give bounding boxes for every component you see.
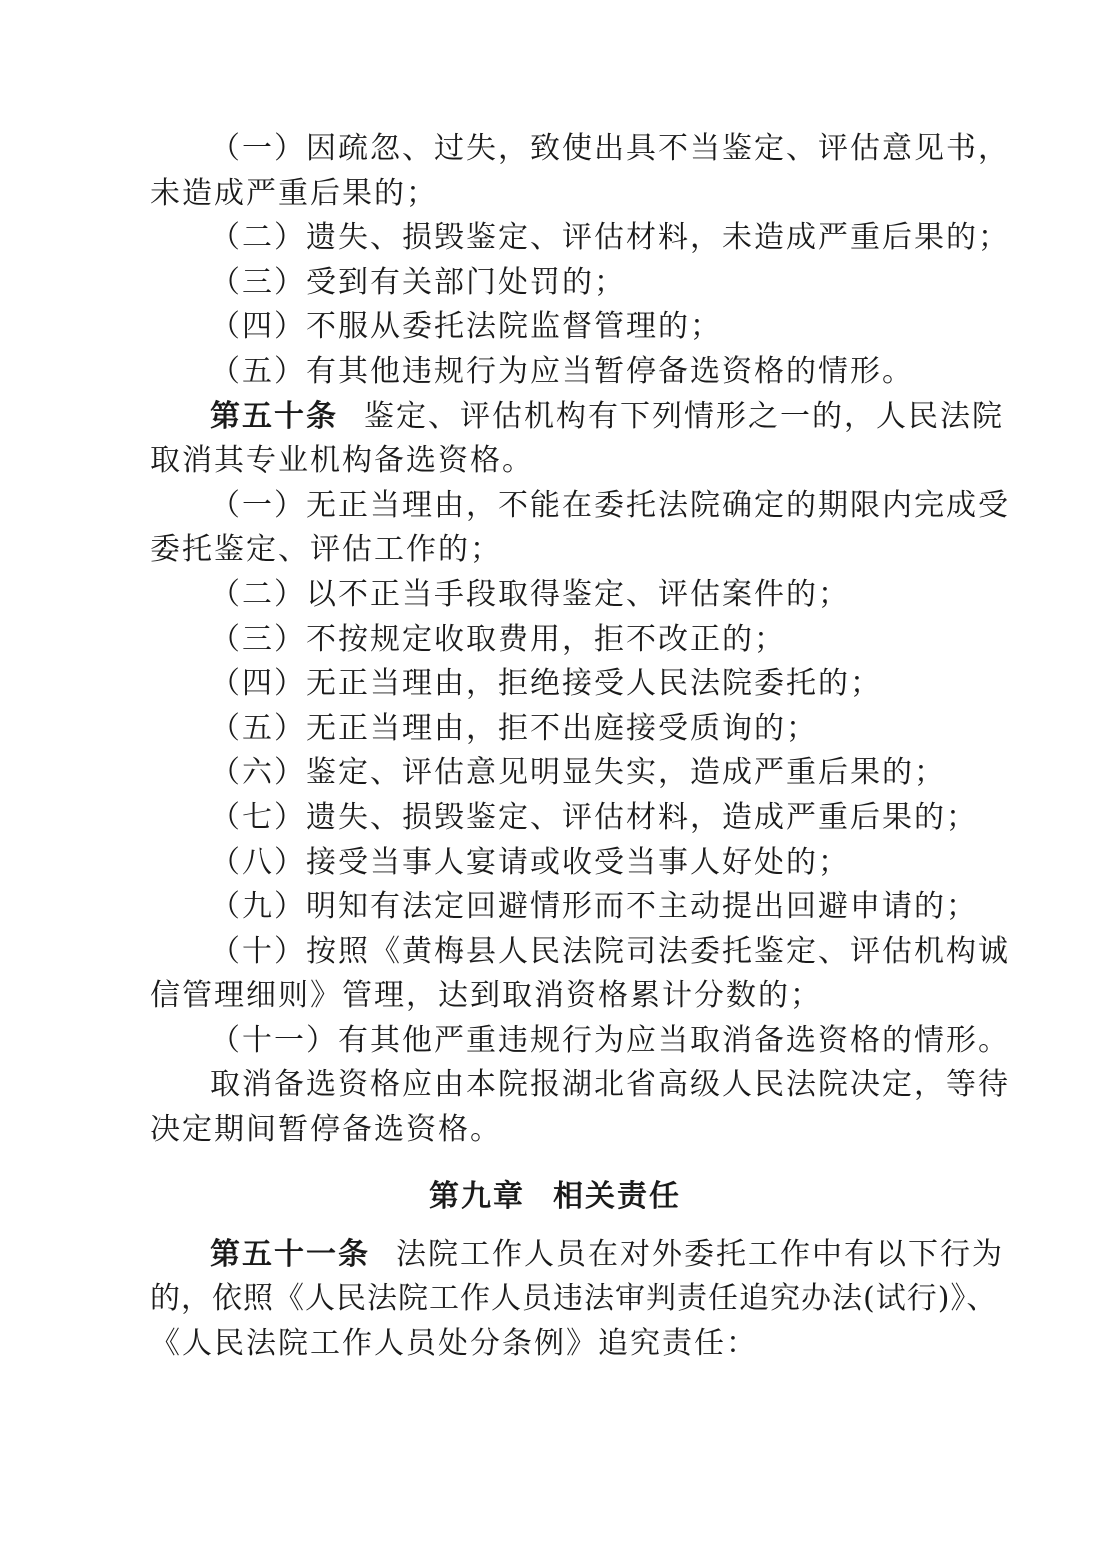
- chapter-title: 相关责任: [553, 1178, 681, 1214]
- list-item-continuation: 信管理细则》管理，达到取消资格累计分数的；: [150, 978, 822, 1014]
- list-item-continuation: 未造成严重后果的；: [150, 175, 438, 211]
- article-50-text: 鉴定、评估机构有下列情形之一的，人民法院: [364, 398, 1004, 434]
- article-51-heading: 第五十一条: [210, 1236, 370, 1272]
- article-51-intro: [150, 1233, 1004, 1278]
- sec50-item-4: （四）无正当理由，拒绝接受人民法院委托的；: [210, 666, 882, 702]
- sec49-item-3: （三）受到有关部门处罚的；: [210, 264, 626, 300]
- article-50-heading: 第五十条: [210, 398, 338, 434]
- article-50-text-continuation: 取消其专业机构备选资格。: [150, 443, 534, 479]
- chapter-number: 第九章: [429, 1178, 525, 1214]
- sec50-item-2: （二）以不正当手段取得鉴定、评估案件的；: [210, 576, 850, 612]
- sec50-item-7: （七）遗失、损毁鉴定、评估材料，造成严重后果的；: [210, 799, 978, 835]
- sec50-item-6: （六）鉴定、评估意见明显失实，造成严重后果的；: [210, 755, 946, 791]
- sec50-item-3: （三）不按规定收取费用，拒不改正的；: [210, 621, 786, 657]
- article-51-text-continuation: 的，依照《人民法院工作人员违法审判责任追究办法(试行)》、: [150, 1281, 998, 1317]
- article-51-text-continuation-2: 《人民法院工作人员处分条例》追究责任：: [150, 1325, 758, 1361]
- article-51-text: 法院工作人员在对外委托工作中有以下行为: [396, 1236, 1004, 1272]
- sec49-item-2: （二）遗失、损毁鉴定、评估材料，未造成严重后果的；: [210, 220, 1010, 256]
- list-item-continuation: 委托鉴定、评估工作的；: [150, 532, 502, 568]
- sec50-item-5: （五）无正当理由，拒不出庭接受质询的；: [210, 710, 818, 746]
- sec50-item-9: （九）明知有法定回避情形而不主动提出回避申请的；: [210, 889, 978, 925]
- sec49-item-4: （四）不服从委托法院监督管理的；: [210, 309, 722, 345]
- article-50: [150, 395, 1010, 1153]
- sec49-item-1: [150, 127, 1010, 216]
- article-50-note-continuation: 决定期间暂停备选资格。: [150, 1112, 502, 1148]
- article-50-intro: [150, 395, 1004, 440]
- article-50-note: 取消备选资格应由本院报湖北省高级人民法院决定，等待: [210, 1067, 1010, 1103]
- sec50-item-11: （十一）有其他严重违规行为应当取消备选资格的情形。: [210, 1022, 1010, 1058]
- list-item-text: （一）因疏忽、过失，致使出具不当鉴定、评估意见书，: [210, 131, 1010, 166]
- sec50-item-10: [150, 930, 1010, 1019]
- chapter-heading: [150, 1167, 960, 1227]
- list-item-text: （十）按照《黄梅县人民法院司法委托鉴定、评估机构诚: [210, 933, 1010, 969]
- article-51: [150, 1233, 1004, 1367]
- list-item-text: （一）无正当理由，不能在委托法院确定的期限内完成受: [210, 487, 1010, 523]
- sec50-item-8: （八）接受当事人宴请或收受当事人好处的；: [210, 844, 850, 880]
- document-page: [150, 127, 1010, 1366]
- sec50-item-1: [150, 484, 1010, 573]
- sec49-item-5: （五）有其他违规行为应当暂停备选资格的情形。: [210, 353, 914, 389]
